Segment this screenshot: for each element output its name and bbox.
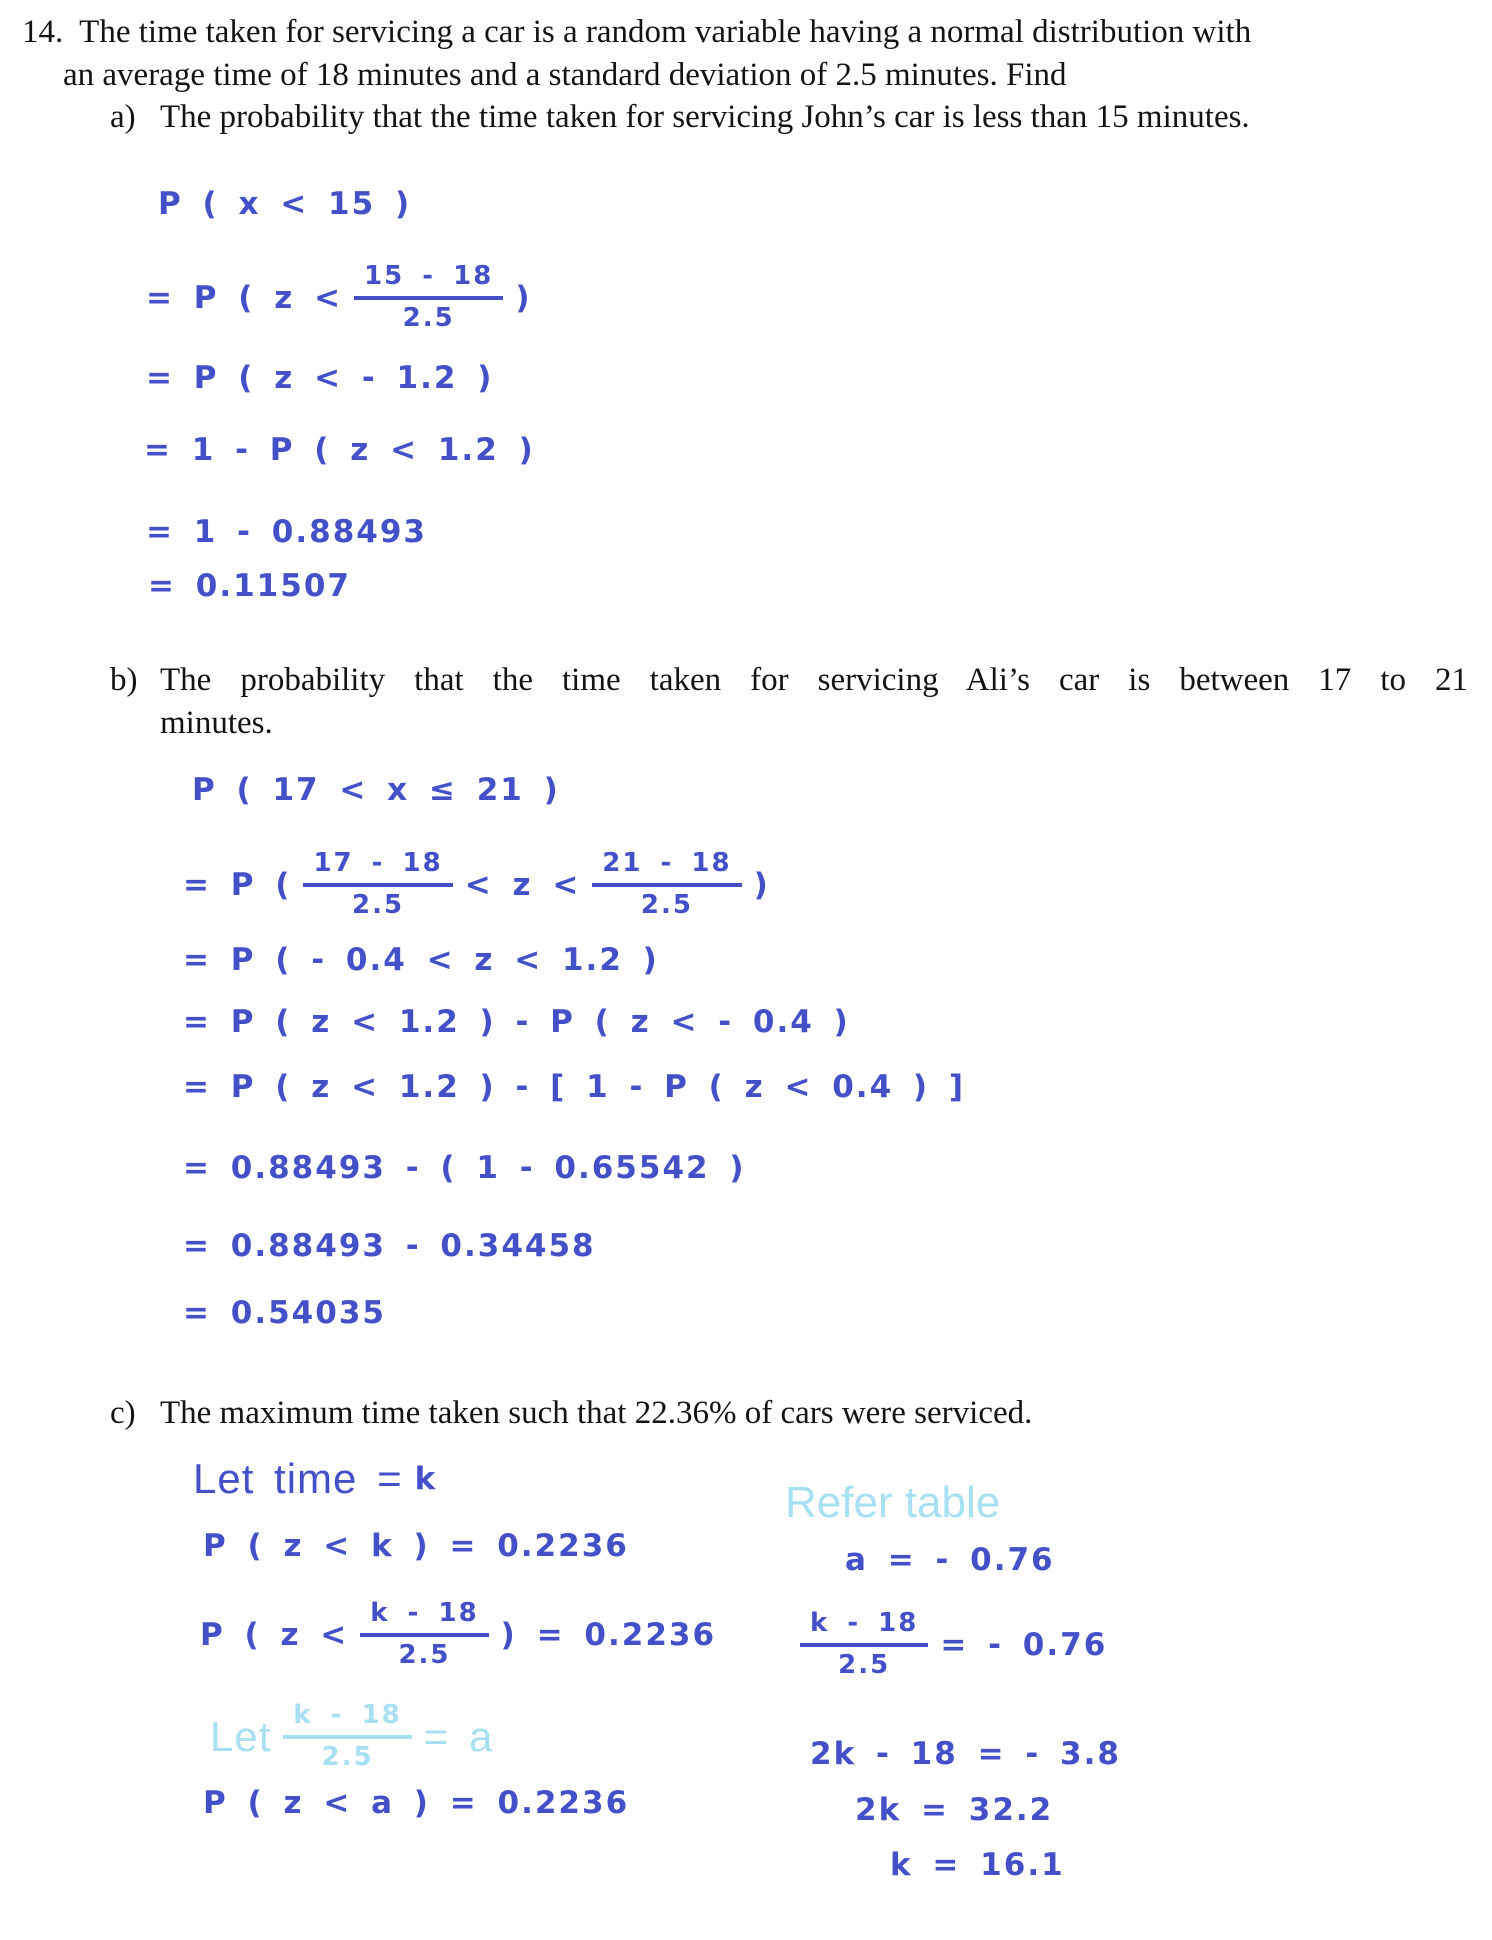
- fraction-denominator: 2.5: [321, 1742, 374, 1772]
- part-a-statement: [110, 97, 1250, 138]
- work-b-line-5: [183, 1150, 746, 1186]
- work-b-line-3: [183, 1004, 850, 1040]
- part-b-label: b): [110, 662, 138, 698]
- math-token: k = 16.1: [890, 1847, 1065, 1883]
- work-c-right-line-2: [810, 1736, 1121, 1772]
- math-token: P ( z <: [200, 1617, 349, 1653]
- part-a-label: a): [110, 99, 136, 135]
- fraction: [303, 849, 452, 921]
- math-token: = 0.88493 - 0.34458: [183, 1228, 596, 1264]
- work-c-left-line-3: [203, 1785, 629, 1821]
- work-a-line-2: [146, 360, 493, 396]
- fraction-numerator: 17 - 18: [303, 849, 452, 887]
- math-token: Let time =: [193, 1455, 403, 1502]
- work-c-right-line-4: [890, 1847, 1065, 1883]
- math-token: P ( z < k ) = 0.2236: [203, 1528, 629, 1564]
- math-token: 2k = 32.2: [855, 1792, 1054, 1828]
- let-time-equals-k: [193, 1455, 437, 1503]
- fraction-denominator: 2.5: [838, 1649, 891, 1680]
- work-c-right-line-0: [845, 1542, 1055, 1578]
- fraction-numerator: 15 - 18: [354, 262, 503, 300]
- math-token: ): [753, 866, 770, 903]
- part-b-text-1: The probability that the time taken for servicing Ali’s car is between 17 to 21: [160, 662, 1468, 698]
- work-c-right-line-3: [855, 1792, 1053, 1828]
- math-token: < z <: [464, 866, 581, 903]
- part-c-label: c): [110, 1395, 136, 1431]
- let-fraction-equals-a: [210, 1692, 493, 1782]
- work-b-line-2: [183, 942, 659, 978]
- work-a-line-0: [158, 186, 411, 222]
- work-b-line-6: [183, 1228, 596, 1264]
- math-token: = - 0.76: [940, 1626, 1108, 1663]
- math-token: = P ( z < 1.2 ) - P ( z < - 0.4 ): [183, 1004, 850, 1040]
- work-b-line-4: [183, 1069, 965, 1105]
- fraction-numerator: k - 18: [283, 1701, 411, 1739]
- math-token: P ( x < 15 ): [158, 186, 412, 222]
- math-token: = P ( z < - 1.2 ): [146, 360, 494, 396]
- math-token: = P ( z < 1.2 ) - [ 1 - P ( z < 0.4 ) ]: [183, 1069, 966, 1105]
- fraction-denominator: 2.5: [352, 889, 405, 920]
- work-c-left-line-1: [200, 1585, 716, 1685]
- math-token: = 0.88493 - ( 1 - 0.65542 ): [183, 1150, 746, 1186]
- fraction: [354, 262, 503, 334]
- fraction-numerator: k - 18: [360, 1599, 488, 1637]
- fraction-denominator: 2.5: [398, 1640, 451, 1670]
- math-token: ) = 0.2236: [500, 1617, 717, 1653]
- fraction-denominator: 2.5: [640, 889, 693, 920]
- work-b-line-1: [183, 832, 770, 937]
- math-token: = P ( z <: [146, 280, 343, 316]
- math-token: = 0.54035: [183, 1295, 386, 1331]
- fraction: [592, 849, 741, 921]
- math-token: = 1 - P ( z < 1.2 ): [144, 432, 535, 468]
- fraction: [360, 1599, 488, 1671]
- math-token: = a: [423, 1713, 494, 1760]
- part-c-text: The maximum time taken such that 22.36% of cars were serviced.: [160, 1395, 1033, 1431]
- fraction-numerator: 21 - 18: [592, 849, 741, 887]
- work-a-line-3: [144, 432, 535, 468]
- math-token: = 0.11507: [148, 568, 351, 604]
- problem-number: 14.: [22, 14, 64, 50]
- problem-statement-line-2: [63, 55, 1067, 96]
- work-c-left-line-0: [203, 1528, 629, 1564]
- part-b-statement-line-2: [160, 703, 273, 744]
- part-b-statement: [110, 660, 1468, 701]
- math-token: 2k - 18 = - 3.8: [810, 1736, 1121, 1772]
- fraction: [800, 1609, 928, 1681]
- math-token: = 1 - 0.88493: [146, 514, 427, 550]
- work-a-line-4: [146, 514, 427, 550]
- math-token: Let: [210, 1713, 272, 1760]
- math-token: = P (: [183, 866, 292, 903]
- work-a-line-1: [146, 246, 532, 350]
- math-token: P ( z < a ) = 0.2236: [203, 1785, 630, 1821]
- fraction: [283, 1701, 411, 1773]
- work-a-line-5: [148, 568, 351, 604]
- part-b-text-2: minutes.: [160, 705, 273, 741]
- math-token: k: [414, 1461, 438, 1497]
- work-c-right-line-1: [800, 1592, 1107, 1697]
- problem-text-2: an average time of 18 minutes and a standard deviation of 2.5 minutes. Find: [63, 57, 1067, 93]
- part-a-text: The probability that the time taken for servicing John’s car is less than 15 minutes.: [160, 99, 1250, 135]
- part-c-statement: [110, 1393, 1032, 1434]
- problem-text-1: The time taken for servicing a car is a random variable having a normal distribution with: [79, 14, 1252, 50]
- work-b-line-0: [192, 772, 560, 808]
- work-b-line-7: [183, 1295, 386, 1331]
- problem-statement-line-1: [22, 12, 1251, 53]
- fraction-numerator: k - 18: [800, 1609, 928, 1647]
- refer-table-note: Refer table: [785, 1478, 1001, 1527]
- fraction-denominator: 2.5: [402, 303, 455, 333]
- math-token: a = - 0.76: [845, 1542, 1055, 1578]
- math-token: = P ( - 0.4 < z < 1.2 ): [183, 942, 659, 978]
- math-token: ): [515, 280, 532, 316]
- math-token: P ( 17 < x ≤ 21 ): [192, 772, 560, 808]
